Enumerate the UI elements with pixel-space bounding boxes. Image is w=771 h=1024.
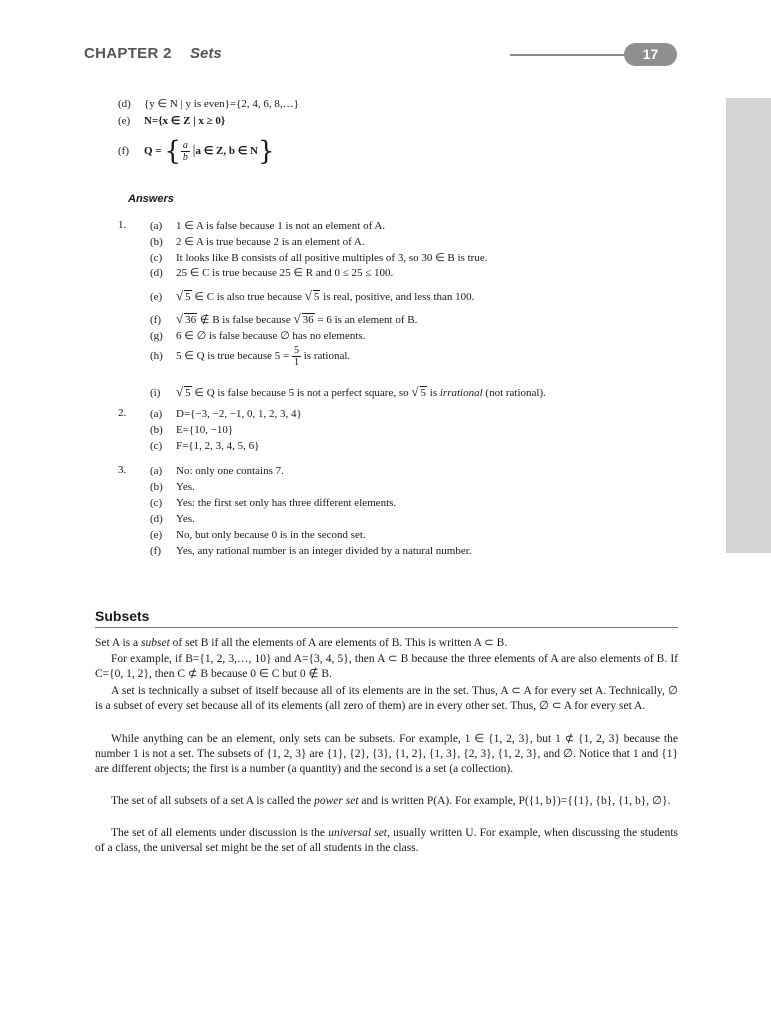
exercise-f: (f) Q = { $\frac{a}{b}$ |a ∈ Z, b ∈ N} xyxy=(118,136,275,167)
answer-1f: (f) √ 36 ∉ B is false because √ 36 = 6 is an element of B. xyxy=(150,311,418,326)
exercise-label: (f) xyxy=(118,145,129,158)
answer-3b: (b) Yes. xyxy=(150,481,195,493)
exercise-text: a ∈ Z, b ∈ N xyxy=(195,145,258,158)
paragraph-4: While anything can be an element, only sets can be subsets. For example, 1 ∈ {1, 2, 3}, but 1 ⊄ {1, 2, 3} because the number 1 is not a set. The subsets of {1, 2, 3} are {1}, {2}, {3}, {1, 2}, {1, 3}, {2, 3}, {1, 2, 3}, and ∅. Notice that 1 and {1} are different objects; the first is a number (a quantity) and the second is a set (a collection). xyxy=(95,733,678,775)
answer-3d: (d) Yes. xyxy=(150,513,195,525)
answers-heading: Answers xyxy=(128,193,174,205)
answer-1a: (a) 1 ∈ A is false because 1 is not an element of A. xyxy=(150,220,386,232)
answer-1g: (g) 6 ∈ ∅ is false because ∅ has no elements. xyxy=(150,330,366,342)
answer-3e: (e) No, but only because 0 is in the second set. xyxy=(150,529,366,541)
answer-3f: (f) Yes, any rational number is an integer divided by a natural number. xyxy=(150,545,472,557)
chapter-label: CHAPTER 2 xyxy=(84,45,172,62)
answer-number: 3. xyxy=(118,464,127,476)
answer-1i: (i) √ 5 ∈ Q is false because 5 is not a perfect square, so √ 5 is irrational (not rational). xyxy=(150,384,546,399)
section-rule xyxy=(95,627,678,628)
answer-1b: (b) 2 ∈ A is true because 2 is an element of A. xyxy=(150,236,365,248)
fraction: $\frac{5}{1}$ xyxy=(293,345,299,368)
exercise-text: N={x ∈ Z | x ≥ 0} xyxy=(144,115,226,127)
paragraph-6: The set of all elements under discussion is the universal set, usually written U. For example, when discussing the students of a class, the universal set might be the set of all students in the class. xyxy=(95,827,679,854)
chapter-title: Sets xyxy=(190,45,222,62)
paragraph-1: Set A is a subset of set B if all the elements of A are elements of B. This is written A ⊂ B. xyxy=(95,637,508,649)
fraction: $\frac{a}{b}$ xyxy=(182,140,188,163)
exercise-e xyxy=(118,114,225,128)
paragraph-5: The set of all subsets of a set A is called the power set and is written P(A). For example, P({1, b})={{1}, {b}, {1, b}, ∅}. xyxy=(111,795,671,807)
answer-1c: (c) It looks like B consists of all positive multiples of 3, so 30 ∈ B is true. xyxy=(150,252,488,264)
exercise-text: {y ∈ N | y is even}={2, 4, 6, 8,…} xyxy=(144,98,299,110)
answer-1d: (d) 25 ∈ C is true because 25 ∈ R and 0 ≤ 25 ≤ 100. xyxy=(150,267,394,279)
exercise-label: (e) xyxy=(118,115,131,127)
paragraph-3: A set is technically a subset of itself because all of its elements are in the set. Thus, A ⊂ A for every set A. Technically, ∅ is a subset of every set because all of its elements (all zero of them) are in every other set. Thus, ∅ ⊂ A for every set A. xyxy=(95,685,678,712)
answer-3c: (c) Yes: the first set only has three different elements. xyxy=(150,497,397,509)
side-tab xyxy=(726,98,771,553)
answer-2a: (a) D={−3, −2, −1, 0, 1, 2, 3, 4} xyxy=(150,408,302,420)
answer-number: 2. xyxy=(118,407,127,419)
section-title: Subsets xyxy=(95,608,150,624)
page-number: 17 xyxy=(624,43,677,66)
paragraph-2: For example, if B={1, 2, 3,…, 10} and A={3, 4, 5}, then A ⊂ B because the three elements of A are also elements of B. If C={0, 1, 2}, then C ⊄ B because 0 ∈ C but 0 ∉ B. xyxy=(95,653,678,680)
answer-3a: (a) No: only one contains 7. xyxy=(150,465,284,477)
answer-1e: (e) √ 5 ∈ C is also true because √ 5 is real, positive, and less than 100. xyxy=(150,288,475,303)
answer-1h: (h) 5 ∈ Q is true because 5 = $\frac{5}{1}$ is rational. xyxy=(150,345,351,368)
exercise-q: Q = xyxy=(144,145,162,158)
header-rule xyxy=(510,54,630,56)
exercise-d xyxy=(118,97,299,111)
exercise-label: (d) xyxy=(118,98,131,110)
answer-2c: (c) F={1, 2, 3, 4, 5, 6} xyxy=(150,440,260,452)
answer-2b: (b) E={10, −10} xyxy=(150,424,234,436)
answer-number: 1. xyxy=(118,219,127,231)
